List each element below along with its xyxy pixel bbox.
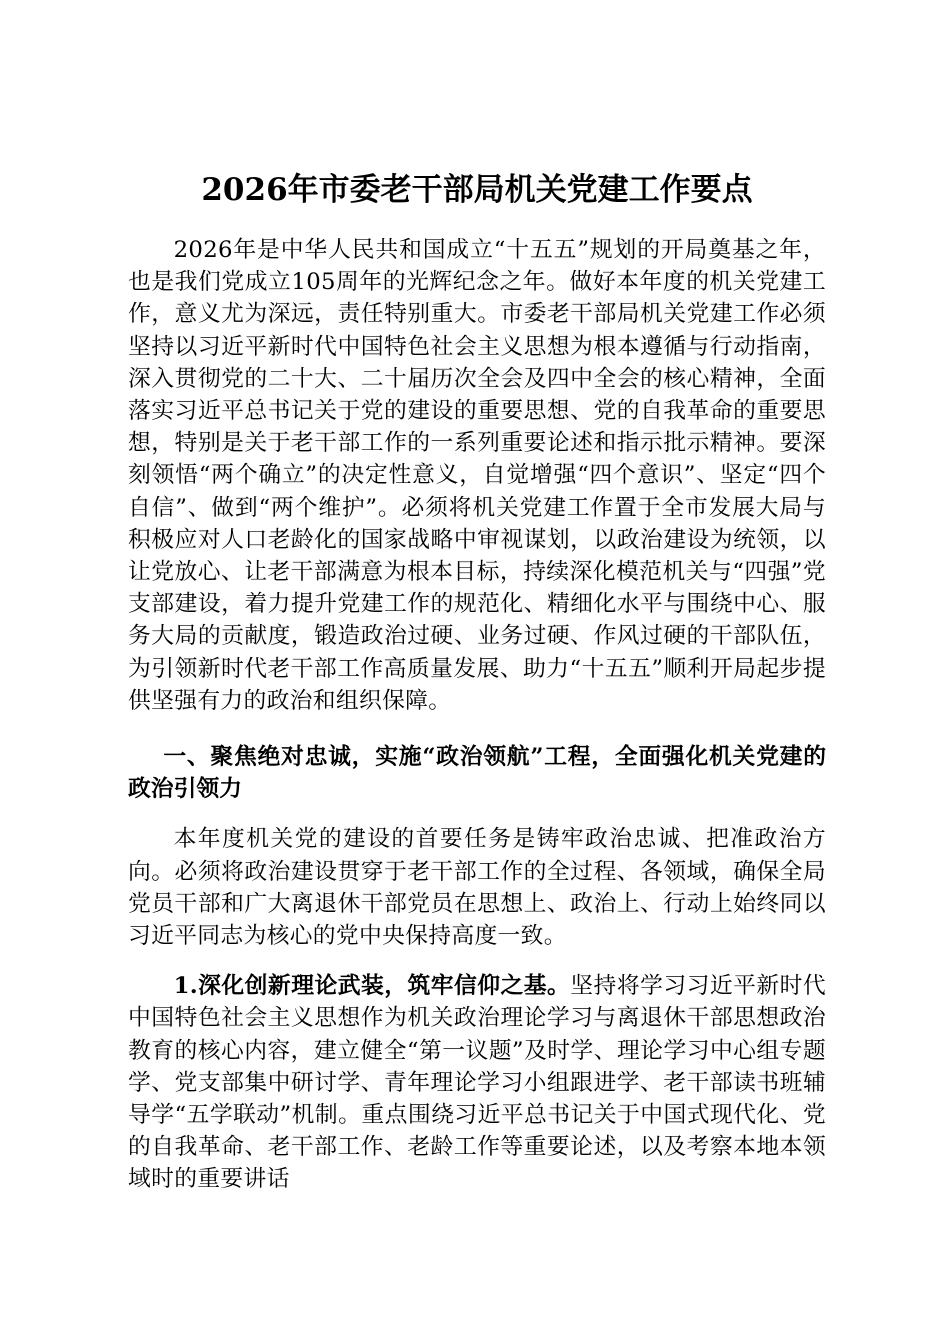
section-1-paragraph: 本年度机关党的建设的首要任务是铸牢政治忠诚、把准政治方向。必须将政治建设贯穿于老干部工作的全过程、各领域，确保全局党员干部和广大离退休干部党员在思想上、政治上、行动上始终同以习近平同志为核心的党中央保持高度一致。 <box>128 826 826 950</box>
item-1-paragraph <box>128 970 826 1195</box>
intro-paragraph: 2026年是中华人民共和国成立“十五五”规划的开局奠基之年，也是我们党成立105周年的光辉纪念之年。做好本年度的机关党建工作，意义尤为深远，责任特别重大。市委老干部局机关党建工作必须坚持以习近平新时代中国特色社会主义思想为根本遵循与行动指南，深入贯彻党的二十大、二十届历次全会及四中全会的核心精神，全面落实习近平总书记关于党的建设的重要思想、党的自我革命的重要思想，特别是关于老干部工作的一系列重要论述和指示批示精神。要深刻领悟“两个确立”的决定性意义，自觉增强“四个意识”、坚定“四个自信”、做到“两个维护”。必须将机关党建工作置于全市发展大局与积极应对人口老龄化的国家战略中审视谋划，以政治建设为统领，以让党放心、让老干部满意为根本目标，持续深化模范机关与“四强”党支部建设，着力提升党建工作的规范化、精细化水平与围绕中心、服务大局的贡献度，锻造政治过硬、业务过硬、作风过硬的干部队伍，为引领新时代老干部工作高质量发展、助力“十五五”顺利开局起步提供坚强有力的政治和组织保障。 <box>128 237 826 714</box>
section-heading-1: 一、聚焦绝对忠诚，实施“政治领航”工程，全面强化机关党建的政治引领力 <box>128 744 826 803</box>
document-page <box>128 168 826 1196</box>
item-1-lead: 1.深化创新理论武装，筑牢信仰之基。 <box>173 973 571 1000</box>
item-1-body: 坚持将学习习近平新时代中国特色社会主义思想作为机关政治理论学习与离退休干部思想政治教育的核心内容，建立健全“第一议题”及时学、理论学习中心组专题学、党支部集中研讨学、青年理论学习小组跟进学、老干部读书班辅导学“五学联动”机制。重点围绕习近平总书记关于中国式现代化、党的自我革命、老干部工作、老龄工作等重要论述，以及考察本地本领域时的重要讲话 <box>128 973 826 1193</box>
document-title: 2026年市委老干部局机关党建工作要点 <box>201 172 753 208</box>
paragraph-gap <box>128 952 826 970</box>
